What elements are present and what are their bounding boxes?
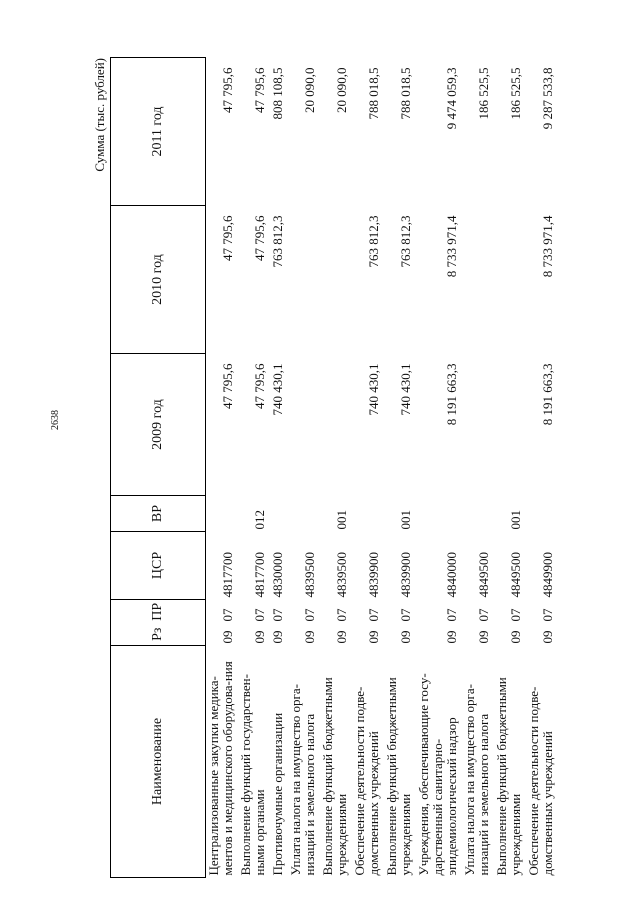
cell-pr: 07: [398, 608, 413, 622]
cell-y2011: 186 525,5: [508, 67, 523, 120]
cell-name: Выполнение функций бюджетными учреждениями: [494, 677, 523, 876]
cell-vr: 001: [398, 510, 413, 530]
cell-pr: 07: [302, 608, 317, 622]
cell-name: Уплата налога на имущество орга-низаций и земельного налога: [288, 684, 317, 876]
cell-rz: 09: [476, 630, 491, 644]
cell-y2010: 763 812,3: [398, 215, 413, 268]
table-header-row: [111, 58, 206, 878]
cell-y2010: 8 733 971,4: [444, 215, 459, 278]
cell-rz: 09: [366, 630, 381, 644]
table-row: [270, 58, 288, 878]
cell-y2009: 8 191 663,3: [540, 363, 555, 426]
cell-pr: 07: [540, 608, 555, 622]
cell-y2011: 808 108,5: [270, 67, 285, 120]
cell-y2011: 9 287 533,8: [540, 67, 555, 130]
cell-y2011: 47 795,6: [220, 67, 235, 113]
table-row: [320, 58, 352, 878]
cell-rz: 09: [302, 630, 317, 644]
header-2011: 2011 год: [111, 58, 206, 206]
header-name: Наименование: [111, 646, 206, 878]
cell-name: Выполнение функций государствен-ными органами: [238, 674, 267, 876]
cell-y2009: [320, 354, 352, 496]
cell-name: Уплата налога на имущество орга-низаций и земельного налога: [462, 684, 491, 876]
header-rz: Рз: [111, 624, 206, 646]
cell-vr: [288, 496, 320, 532]
header-pr: ПР: [111, 600, 206, 624]
table-row: [384, 58, 416, 878]
cell-pr: 07: [252, 608, 267, 622]
cell-pr: 07: [508, 608, 523, 622]
cell-vr: [416, 496, 462, 532]
cell-y2010: 47 795,6: [220, 215, 235, 261]
cell-pr: 07: [476, 608, 491, 622]
units-caption: Сумма (тыс. рублей): [92, 58, 107, 172]
cell-pr: 07: [444, 608, 459, 622]
cell-csr: 4839900: [398, 552, 413, 598]
table-row: [526, 58, 558, 878]
cell-csr: 4849500: [476, 552, 491, 598]
cell-rz: 09: [398, 630, 413, 644]
table-row: [416, 58, 462, 878]
cell-pr: 07: [366, 608, 381, 622]
cell-vr: 001: [508, 510, 523, 530]
cell-name: Выполнение функций бюджетными учреждениями: [384, 677, 413, 876]
cell-csr: 4849500: [508, 552, 523, 598]
cell-rz: 09: [444, 630, 459, 644]
cell-y2009: 740 430,1: [366, 363, 381, 416]
cell-csr: 4830000: [270, 552, 285, 598]
cell-rz: 09: [252, 630, 267, 644]
cell-csr: 4839500: [334, 552, 349, 598]
cell-name: Централизованные закупки медика-ментов и медицинского оборудова-ния: [206, 661, 235, 876]
cell-y2009: 47 795,6: [252, 363, 267, 409]
cell-name: Выполнение функций бюджетными учреждениями: [320, 677, 349, 876]
cell-vr: [462, 496, 494, 532]
cell-y2009: 740 430,1: [398, 363, 413, 416]
cell-vr: 001: [334, 510, 349, 530]
header-vr: ВР: [111, 496, 206, 532]
cell-csr: 4840000: [444, 552, 459, 598]
cell-rz: 09: [334, 630, 349, 644]
cell-csr: 4839500: [302, 552, 317, 598]
cell-y2009: [288, 354, 320, 496]
table-row: [494, 58, 526, 878]
cell-y2009: 8 191 663,3: [444, 363, 459, 426]
page-number: 2638: [50, 410, 61, 430]
cell-y2010: 763 812,3: [366, 215, 381, 268]
cell-y2010: [494, 206, 526, 354]
cell-y2011: 186 525,5: [476, 67, 491, 120]
table-row: [462, 58, 494, 878]
cell-vr: 012: [252, 510, 267, 530]
cell-y2010: 8 733 971,4: [540, 215, 555, 278]
cell-csr: 4839900: [366, 552, 381, 598]
cell-name: Обеспечение деятельности подве-домственных учреждений: [352, 686, 381, 876]
cell-pr: 07: [270, 608, 285, 622]
cell-pr: 07: [220, 608, 235, 622]
header-2009: 2009 год: [111, 354, 206, 496]
cell-y2009: 47 795,6: [220, 363, 235, 409]
cell-y2009: [462, 354, 494, 496]
cell-name: Противочумные организации: [270, 712, 285, 876]
cell-y2011: 788 018,5: [398, 67, 413, 120]
table-row: [238, 58, 270, 878]
cell-y2011: 9 474 059,3: [444, 67, 459, 130]
cell-y2010: 47 795,6: [252, 215, 267, 261]
cell-y2009: 740 430,1: [270, 363, 285, 416]
cell-csr: 4849900: [540, 552, 555, 598]
cell-rz: 09: [540, 630, 555, 644]
cell-y2011: 788 018,5: [366, 67, 381, 120]
cell-y2011: 20 090,0: [334, 67, 349, 113]
budget-table: [110, 57, 558, 878]
cell-name: Обеспечение деятельности подве-домственных учреждений: [526, 686, 555, 876]
cell-csr: 4817700: [252, 552, 267, 598]
cell-y2011: 47 795,6: [252, 67, 267, 113]
cell-name: Учреждения, обеспечивающие госу-дарственный санитарно-эпидемиологический надзор: [416, 673, 459, 876]
rotated-page-content: [90, 58, 560, 878]
cell-rz: 09: [270, 630, 285, 644]
cell-pr: 07: [334, 608, 349, 622]
cell-y2010: [288, 206, 320, 354]
table-row: [206, 58, 239, 878]
header-csr: ЦСР: [111, 532, 206, 600]
cell-vr: [352, 496, 384, 532]
cell-y2009: [494, 354, 526, 496]
cell-vr: [526, 496, 558, 532]
cell-y2011: 20 090,0: [302, 67, 317, 113]
table-row: [288, 58, 320, 878]
header-2010: 2010 год: [111, 206, 206, 354]
cell-y2010: [320, 206, 352, 354]
cell-vr: [270, 496, 288, 532]
cell-csr: 4817700: [220, 552, 235, 598]
cell-rz: 09: [508, 630, 523, 644]
table-row: [352, 58, 384, 878]
table-body: [206, 58, 559, 878]
cell-rz: 09: [220, 630, 235, 644]
cell-y2010: [462, 206, 494, 354]
cell-y2010: 763 812,3: [270, 215, 285, 268]
cell-vr: [206, 496, 239, 532]
